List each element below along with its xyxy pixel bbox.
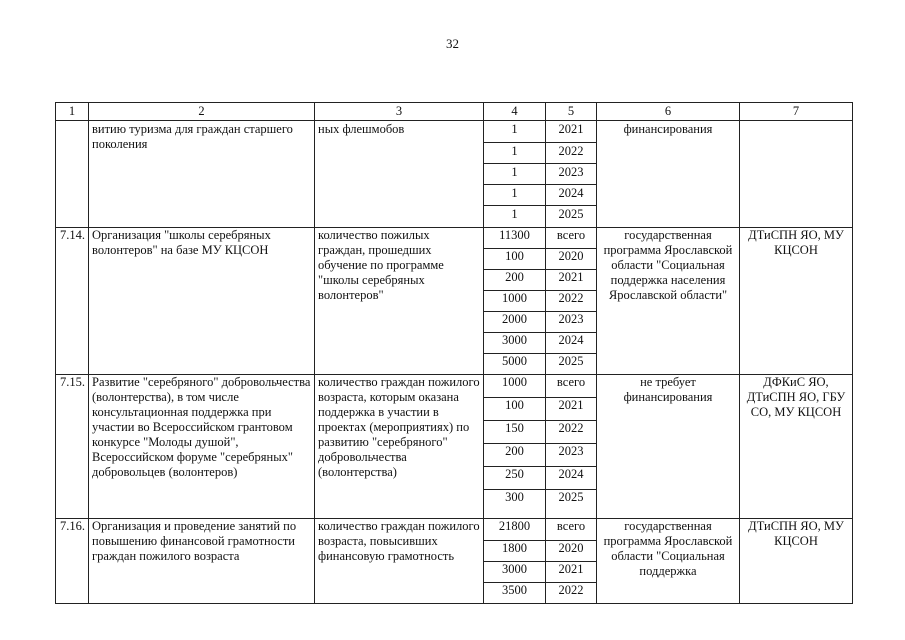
year-cell: 2023 [546,312,597,333]
year-cell: 2025 [546,490,597,519]
year-cell: всего [546,228,597,249]
value-cell: 1 [484,185,546,206]
financing-cell: финансирования [597,121,740,228]
table-row [56,519,853,541]
item-number-cell: 7.14. [56,228,89,375]
column-header-6: 6 [597,103,740,121]
executors-cell: ДФКиС ЯО, ДТиСПН ЯО, ГБУ СО, МУ КЦСОН [740,375,853,519]
year-cell: 2020 [546,249,597,270]
year-cell: 2023 [546,164,597,185]
indicator-cell: количество граждан пожилого возраста, которым оказана поддержка в участии в проектах (мероприятиях) по развитию "серебряного" добровольчества (волонтерства) [315,375,484,519]
year-cell: 2021 [546,270,597,291]
year-cell: всего [546,375,597,398]
value-cell: 300 [484,490,546,519]
executors-cell: ДТиСПН ЯО, МУ КЦСОН [740,519,853,604]
activity-cell: Развитие "серебряного" добровольчества (волонтерства), в том числе консультационная поддержка при участии во Всероссийском грантовом конкурсе "Молоды душой", Всероссийском форуме "серебряных" добровольцев (волонтеров) [89,375,315,519]
value-cell: 200 [484,270,546,291]
value-cell: 11300 [484,228,546,249]
value-cell: 1 [484,121,546,143]
indicator-cell: ных флешмобов [315,121,484,228]
item-number-cell: 7.15. [56,375,89,519]
plan-table [55,102,853,604]
financing-cell: государственная программа Ярославской области "Социальная поддержка [597,519,740,604]
executors-cell: ДТиСПН ЯО, МУ КЦСОН [740,228,853,375]
year-cell: 2022 [546,421,597,444]
value-cell: 5000 [484,354,546,375]
year-cell: 2024 [546,185,597,206]
item-number-cell: 7.16. [56,519,89,604]
value-cell: 1800 [484,541,546,562]
value-cell: 250 [484,467,546,490]
indicator-cell: количество пожилых граждан, прошедших обучение по программе "школы серебряных волонтеров" [315,228,484,375]
year-cell: 2022 [546,291,597,312]
financing-cell: государственная программа Ярославской области "Социальная поддержка населения Ярославской области" [597,228,740,375]
value-cell: 21800 [484,519,546,541]
table-row [56,228,853,249]
table-row [56,375,853,398]
item-number-cell [56,121,89,228]
activity-cell: Организация "школы серебряных волонтеров" на базе МУ КЦСОН [89,228,315,375]
year-cell: 2023 [546,444,597,467]
value-cell: 1 [484,143,546,164]
year-cell: 2021 [546,398,597,421]
value-cell: 1 [484,206,546,228]
indicator-cell: количество граждан пожилого возраста, повысивших финансовую грамотность [315,519,484,604]
value-cell: 1 [484,164,546,185]
value-cell: 3000 [484,562,546,583]
value-cell: 3500 [484,583,546,604]
header-row [56,103,853,121]
year-cell: 2024 [546,467,597,490]
column-header-7: 7 [740,103,853,121]
financing-cell: не требует финансирования [597,375,740,519]
year-cell: 2021 [546,121,597,143]
activity-cell: Организация и проведение занятий по повышению финансовой грамотности граждан пожилого возраста [89,519,315,604]
column-header-4: 4 [484,103,546,121]
value-cell: 100 [484,398,546,421]
year-cell: 2022 [546,583,597,604]
year-cell: 2024 [546,333,597,354]
year-cell: 2025 [546,206,597,228]
column-header-2: 2 [89,103,315,121]
column-header-5: 5 [546,103,597,121]
column-header-3: 3 [315,103,484,121]
table-row [56,121,853,143]
page-number: 32 [446,36,459,51]
year-cell: всего [546,519,597,541]
value-cell: 2000 [484,312,546,333]
value-cell: 1000 [484,291,546,312]
year-cell: 2025 [546,354,597,375]
value-cell: 3000 [484,333,546,354]
value-cell: 200 [484,444,546,467]
year-cell: 2022 [546,143,597,164]
column-header-1: 1 [56,103,89,121]
year-cell: 2020 [546,541,597,562]
value-cell: 100 [484,249,546,270]
year-cell: 2021 [546,562,597,583]
executors-cell [740,121,853,228]
value-cell: 1000 [484,375,546,398]
activity-cell: витию туризма для граждан старшего поколения [89,121,315,228]
value-cell: 150 [484,421,546,444]
